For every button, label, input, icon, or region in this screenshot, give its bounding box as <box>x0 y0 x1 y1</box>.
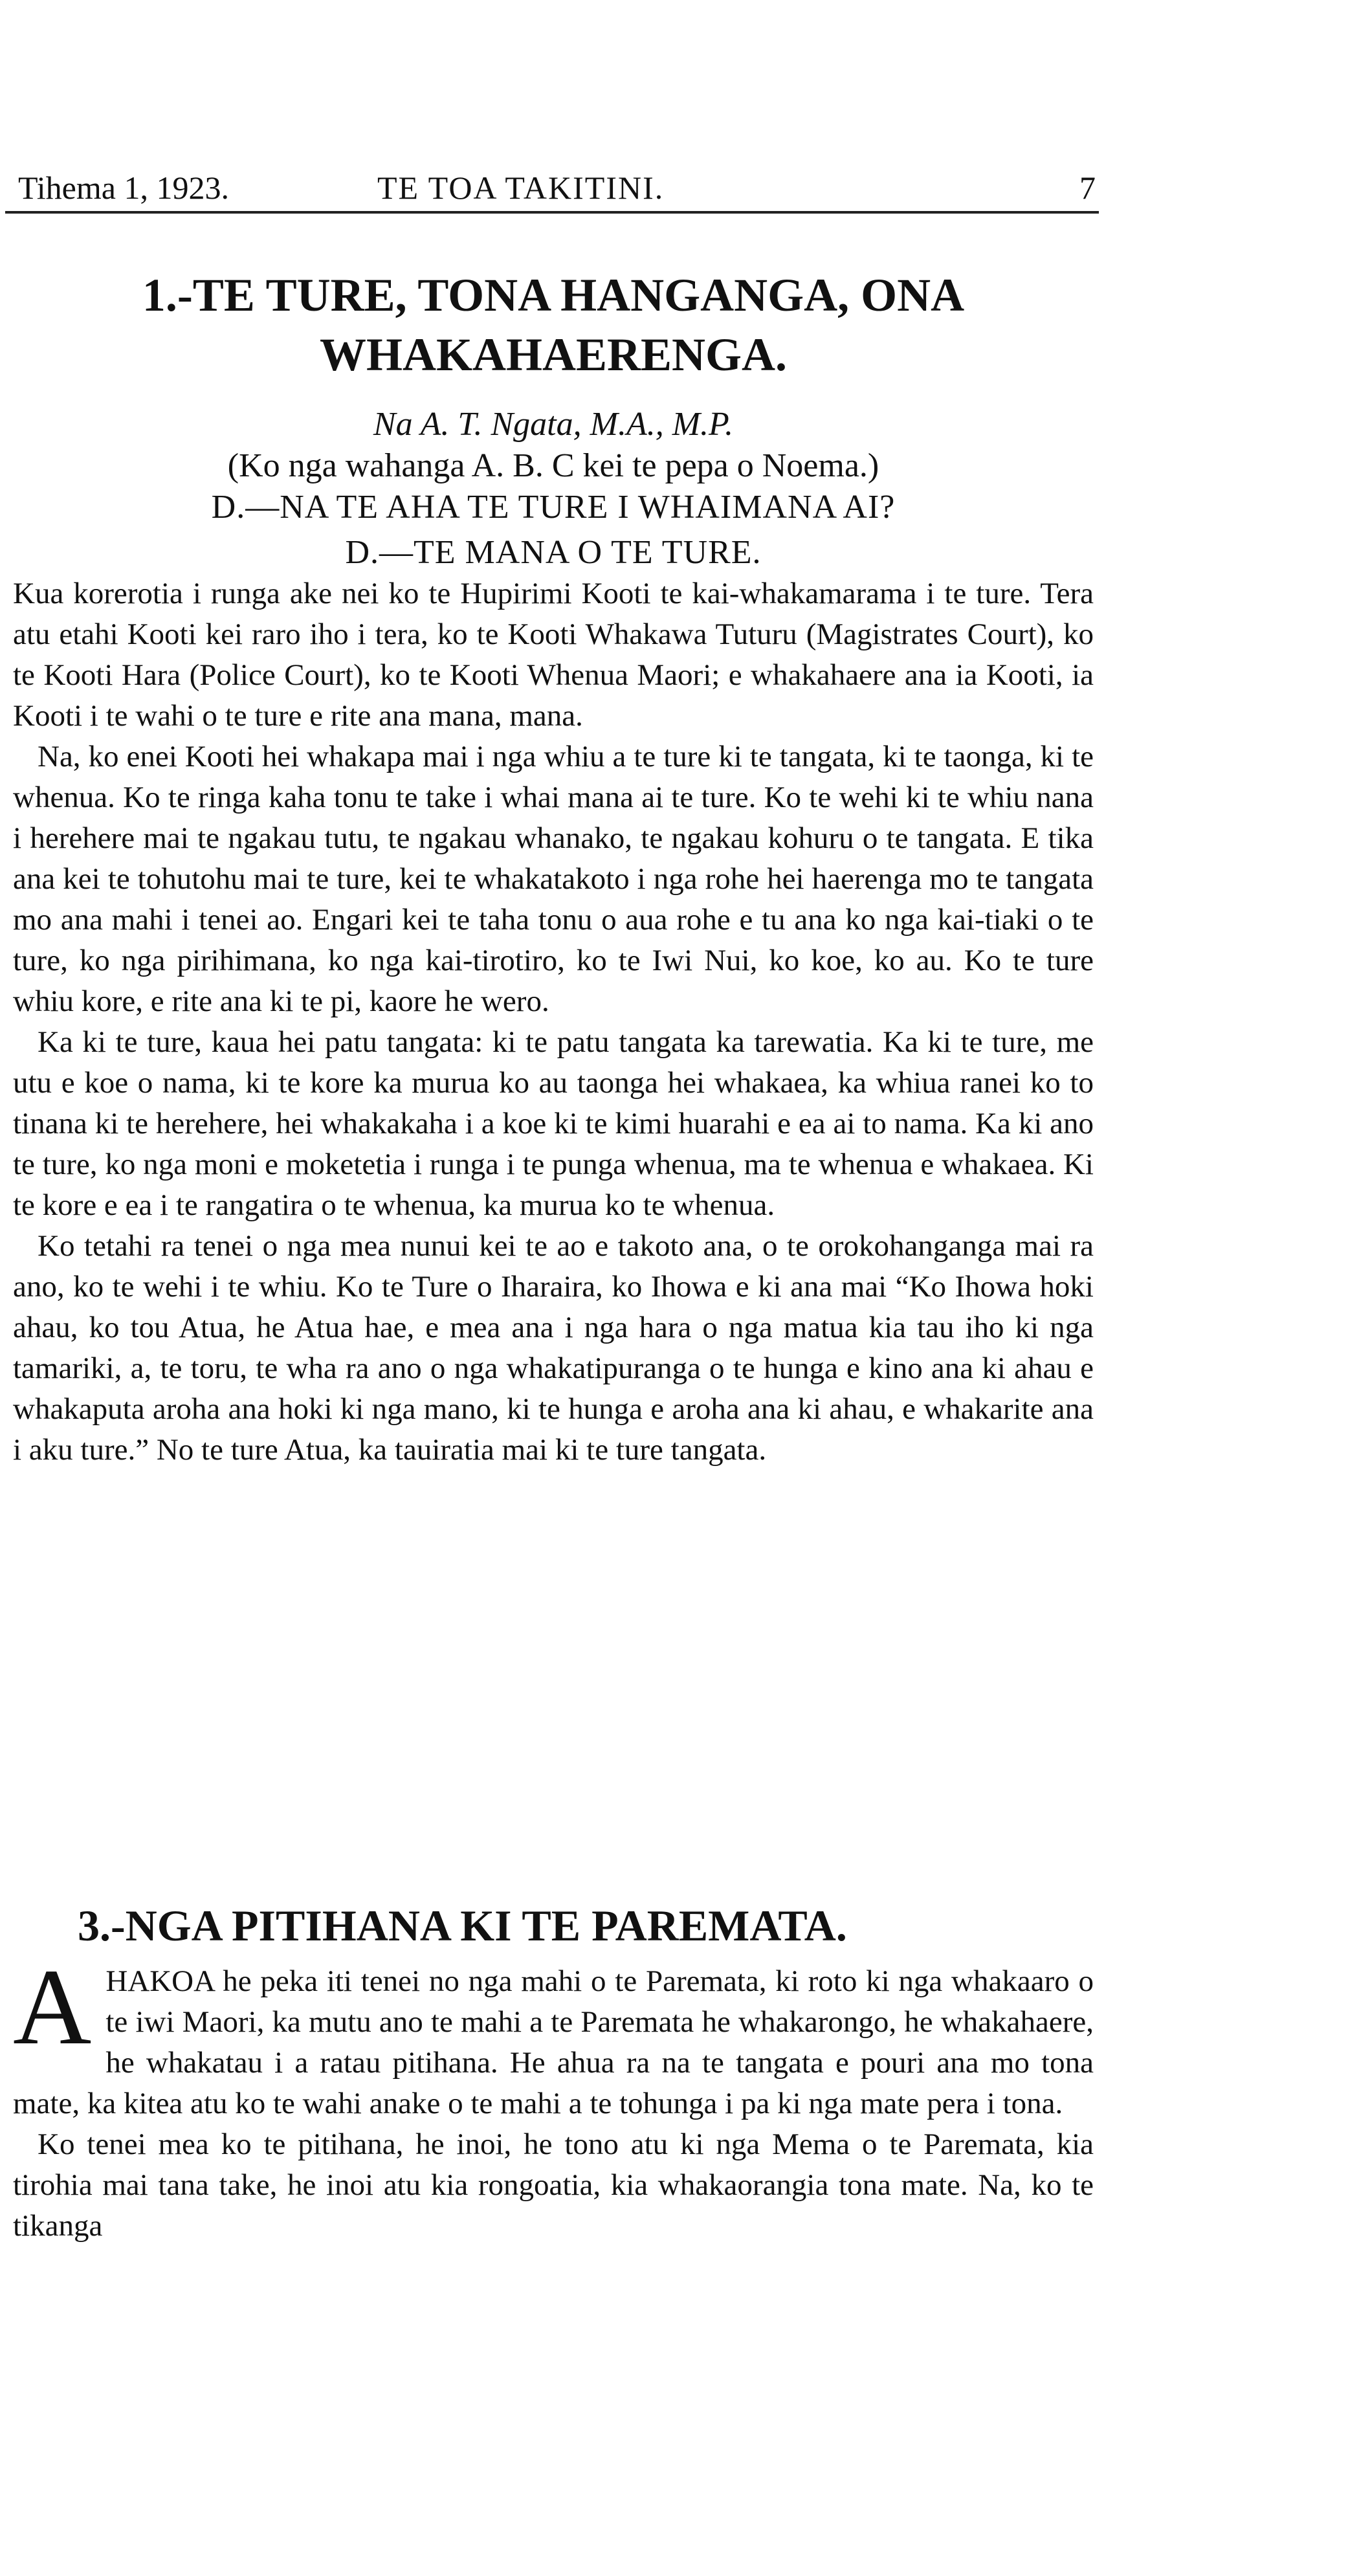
article-note: (Ko nga wahanga A. B. C kei te pepa o Noema.) <box>227 447 879 484</box>
article-byline: Na A. T. Ngata, M.A., M.P. <box>373 406 734 443</box>
article-te-ture <box>13 265 1094 1471</box>
article-pitihana <box>13 1896 1094 2247</box>
paragraph: Ko tetahi ra tenei o nga mea nunui kei te ao e takoto ana, o te orokohanganga mai ra ano, ko te wehi i te whiu. Ko te Ture o Iharaira, ko Ihowa e ki ana mai “Ko Ihowa hoki ahau, ko tou Atua, he Atua hae, e mea ana i nga hara o nga matua kia tau iho ki nga tamariki, a, te toru, te wha ra ano o nga whakatipuranga o te hunga e kino ana ki ahau e whakaputa aroha ana hoki ki nga mano, ki te hunga e aroha ana ki ahau, e whakarite ana i aku ture.” No te ture Atua, ka tauiratia mai ki te ture tangata. <box>13 1229 1094 1467</box>
issue-date: Tihema 1, 1923. <box>18 170 229 206</box>
paragraph: Ko tenei mea ko te pitihana, he inoi, he tono atu ki nga Mema o te Paremata, kia tirohia mai tana take, he inoi atu kia rongoatia, kia whakaorangia tona mate. Na, ko te tikanga <box>13 2127 1094 2243</box>
paragraph: Na, ko enei Kooti hei whakapa mai i nga whiu a te ture ki te tangata, ki te taonga, ki te whenua. Ko te ringa kaha tonu te take i whai mana ai te ture. Ko te wehi ki te whiu nana i herehere mai te ngakau tutu, te ngakau whanako, te ngakau kohuru o te tangata. E tika ana kei te tohutohu mai te ture, kei te whakatakoto i nga rohe hei haerenga mo te tangata mo ana mahi i tenei ao. Engari kei te taha tonu o aua rohe e tu ana ko nga kai-tiaki o te ture, ko nga pirihimana, ko nga kai-tirotiro, ko te Iwi Nui, ko koe, ko au. Ko te ture whiu kore, e rite ana ki te pi, kaore he wero. <box>13 740 1094 1018</box>
paragraph: Kua korerotia i runga ake nei ko te Hupirimi Kooti te kai-whakamarama i te ture. Tera atu etahi Kooti kei raro iho i tera, ko te Kooti Whakawa Tuturu (Magistrates Court), ko te Kooti Hara (Police Court), ko te Kooti Whenua Maori; e whakahaere ana ia Kooti, ia Kooti i te wahi o te ture e rite ana mana, mana. <box>13 577 1094 733</box>
paragraph: Ka ki te ture, kaua hei patu tangata: ki te patu tangata ka tarewatia. Ka ki te ture, me utu e koe o nama, ki te kore ka murua ko au taonga hei whakaea, ka whiua ranei ko to tinana ki te herehere, hei whakakaha i a koe ki te kimi huarahi e ea ai to nama. Ka ki ano te ture, ko nga moni e moketetia i runga i te punga whenua, ma te whenua e whakaea. Ki te kore e ea i te rangatira o te whenua, ka murua ko te whenua. <box>13 1025 1094 1222</box>
paragraph-with-dropcap <box>13 1947 1094 2124</box>
running-head <box>18 168 1096 207</box>
article-title: 1.-TE TURE, TONA HANGANGA, ONA WHAKAHAERENGA. <box>142 269 965 381</box>
publication-title: TE TOA TAKITINI. <box>377 170 665 206</box>
header-rule <box>5 211 1099 214</box>
paragraph-text: HAKOA he peka iti tenei no nga mahi o te Paremata, ki roto ki nga whakaaro o te iwi Maori, ka mutu ano te mahi a te Paremata he whakarongo, he whakahaere, he whakatau i a ratau pitihana. He ahua ra na te tangata e pouri ana mo tona mate, ka kitea atu ko te wahi anake o te mahi a te tohunga i pa ki nga mate pera i tona. <box>13 1964 1094 2120</box>
drop-cap: A <box>13 1947 92 2067</box>
section-heading: D.—NA TE AHA TE TURE I WHAIMANA AI? <box>211 489 896 526</box>
page-number: 7 <box>1079 170 1096 206</box>
article-title: 3.-NGA PITIHANA KI TE PAREMATA. <box>78 1901 847 1950</box>
section-subheading: D.—TE MANA O TE TURE. <box>345 534 762 571</box>
